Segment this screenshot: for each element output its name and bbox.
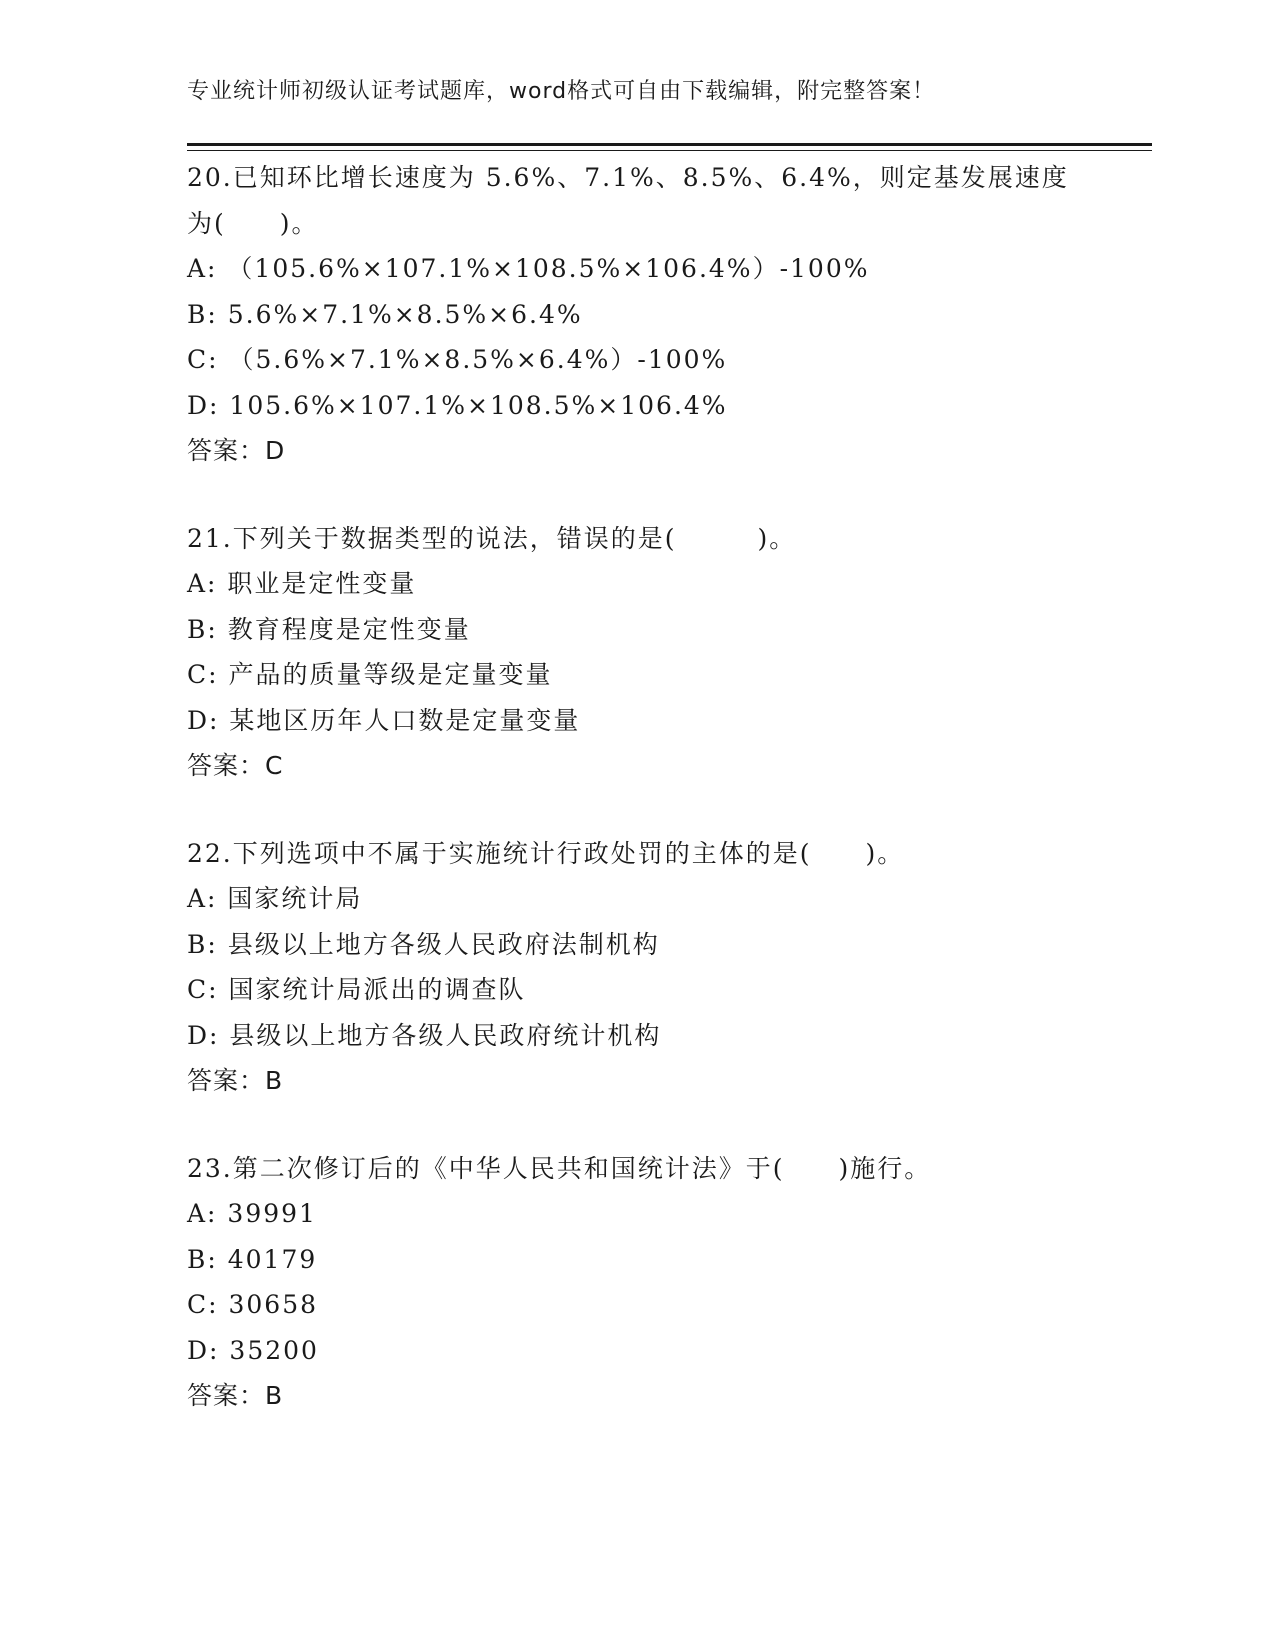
question-stem: 23.第二次修订后的《中华人民共和国统计法》于( )施行。 xyxy=(187,1153,932,1183)
option-a: A: 国家统计局 xyxy=(187,884,363,913)
option-d: D: 县级以上地方各级人民政府统计机构 xyxy=(187,1020,662,1050)
option-a: A: （105.6%×107.1%×108.5%×106.4%）-100% xyxy=(187,254,870,283)
header-rule-thick xyxy=(187,143,1152,146)
answer: 答案：C xyxy=(187,751,284,780)
question-stem: 为( )。 xyxy=(187,208,319,238)
option-b: B: 教育程度是定性变量 xyxy=(187,614,471,644)
option-c: C: 国家统计局派出的调查队 xyxy=(187,975,526,1004)
answer: 答案：B xyxy=(187,1066,284,1095)
option-d: D: 某地区历年人口数是定量变量 xyxy=(187,705,581,735)
option-b: B: 县级以上地方各级人民政府法制机构 xyxy=(187,929,660,959)
option-a: A: 39991 xyxy=(187,1199,317,1228)
question-stem: 21.下列关于数据类型的说法，错误的是( )。 xyxy=(187,523,797,553)
question-list xyxy=(187,155,1087,1461)
option-c: C: 30658 xyxy=(187,1290,319,1319)
option-c: C: 产品的质量等级是定量变量 xyxy=(187,660,553,689)
option-c: C: （5.6%×7.1%×8.5%×6.4%）-100% xyxy=(187,345,728,374)
question-stem: 20.已知环比增长速度为 5.6%、7.1%、8.5%、6.4%，则定基发展速度 xyxy=(187,163,1069,192)
option-b: B: 5.6%×7.1%×8.5%×6.4% xyxy=(187,299,583,329)
header-rule-thin xyxy=(187,150,1152,151)
option-a: A: 职业是定性变量 xyxy=(187,569,417,598)
option-d: D: 105.6%×107.1%×108.5%×106.4% xyxy=(187,390,728,420)
option-b: B: 40179 xyxy=(187,1244,318,1274)
question-20 xyxy=(187,155,1087,474)
option-d: D: 35200 xyxy=(187,1335,319,1365)
answer: 答案：B xyxy=(187,1381,284,1410)
page-header: 专业统计师初级认证考试题库，word格式可自由下载编辑，附完整答案！ xyxy=(187,79,936,104)
question-23 xyxy=(187,1146,1087,1419)
question-22 xyxy=(187,831,1087,1104)
answer: 答案：D xyxy=(187,436,286,465)
question-stem: 22.下列选项中不属于实施统计行政处罚的主体的是( )。 xyxy=(187,838,905,868)
question-21 xyxy=(187,516,1087,789)
